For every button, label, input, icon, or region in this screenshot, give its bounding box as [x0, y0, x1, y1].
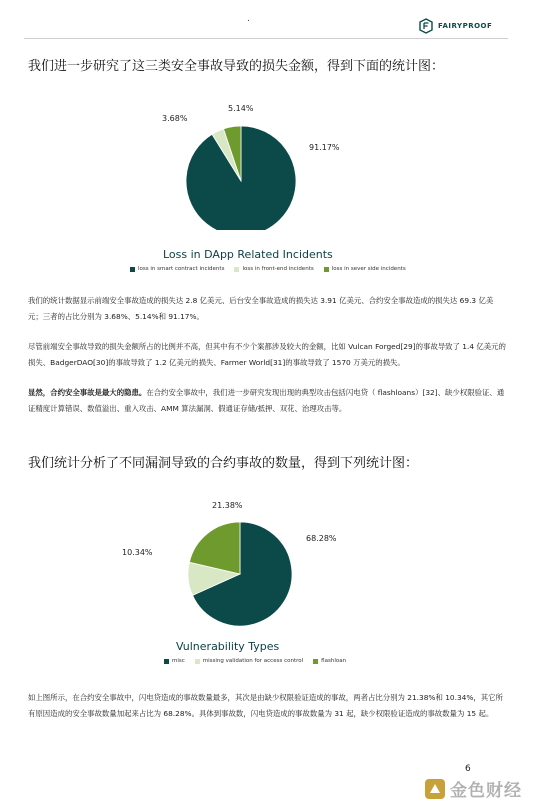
header-dot: . — [247, 14, 250, 24]
legend-item-missing-validation — [195, 658, 303, 664]
legend-label: loss in sever side incidents — [331, 266, 406, 272]
legend-label: missing validation for access control — [202, 658, 304, 664]
paragraph-emphasis: 显然，合约安全事故是最大的隐患。 — [28, 388, 147, 397]
brand-logo — [418, 18, 492, 34]
paragraph-body: 在合约安全事故中，我们进一步研究发现出现的典型攻击包括闪电贷（ flashloans）[32]、缺少权限验证、通证精度计算错误、数值溢出、重入攻击、AMM 算法漏洞、假通证存储/抵押、双花、治理攻击等。 — [28, 388, 505, 413]
chart1-title: Loss in DApp Related Incidents — [163, 248, 333, 261]
paragraph-frontend-cases: 尽管前端安全事故导致的损失金额所占的比例并不高，但其中有不少个案都涉及较大的金额，比如 Vulcan Forged[29]的事故导致了 1.4 亿美元的损失、BadgerDAO[30]的事故导致了 1.2 亿美元的损失、Farmer World[31]的事故导致了 1570 万美元的损失。 — [28, 342, 506, 367]
vulnerability-pie-chart — [118, 495, 418, 675]
section-heading-loss: 我们进一步研究了这三类安全事故导致的损失金额，得到下面的统计图： — [28, 59, 445, 74]
vulnerability-pie-svg — [118, 495, 418, 630]
watermark — [424, 776, 522, 801]
fairyproof-logo-icon — [418, 18, 434, 34]
pie2-label-flashloan: 21.38% — [212, 501, 243, 510]
header-divider — [24, 38, 508, 39]
pie2-label-misc: 68.28% — [306, 534, 337, 543]
legend-label: misc — [172, 658, 185, 664]
legend-item-contract — [130, 266, 224, 272]
legend-item-sever — [324, 266, 406, 272]
legend-label: loss in front-end incidents — [242, 266, 314, 272]
pie2-label-missing-validation: 10.34% — [122, 548, 153, 557]
loss-pie-chart — [118, 95, 418, 280]
pie1-label-frontend: 3.68% — [162, 114, 188, 123]
legend-swatch — [164, 659, 169, 664]
legend-item-misc — [164, 658, 185, 664]
chart1-legend — [130, 266, 406, 272]
legend-swatch — [195, 659, 200, 664]
watermark-text: 金色财经 — [450, 781, 522, 801]
brand-name: FAIRYPROOF — [438, 22, 493, 30]
pie1-label-sever: 5.14% — [228, 104, 254, 113]
paragraph-contract-risk — [28, 385, 508, 417]
legend-item-frontend — [234, 266, 313, 272]
legend-swatch — [324, 267, 329, 272]
page-number: 6 — [465, 764, 471, 774]
paragraph-vulnerability-stats: 如上图所示，在合约安全事故中，闪电贷造成的事故数量最多，其次是由缺少权限验证造成的事故，两者占比分别为 21.38%和 10.34%，其它所有原因造成的安全事故数量加起来占比为 68.28%。具体到事故数，闪电贷造成的事故数量为 31 起，缺少权限验证造成的事故数量为 15 起。 — [28, 693, 503, 718]
legend-swatch — [313, 659, 318, 664]
legend-swatch — [130, 267, 135, 272]
chart2-title: Vulnerability Types — [176, 640, 280, 653]
legend-label: flashloan — [321, 658, 347, 664]
chart2-legend — [164, 658, 346, 664]
paragraph-loss-stats: 我们的统计数据显示前端安全事故造成的损失达 2.8 亿美元、后台安全事故造成的损失达 3.91 亿美元、合约安全事故造成的损失达 69.3 亿美元；三者的占比分别为 3.68%、5.14%和 91.17%。 — [28, 296, 494, 321]
legend-item-flashloan — [313, 658, 346, 664]
legend-label: loss in smart contract incidents — [138, 266, 225, 272]
section-heading-vulnerability: 我们统计分析了不同漏洞导致的合约事故的数量，得到下列统计图： — [28, 456, 419, 471]
watermark-logo-icon — [424, 778, 446, 800]
pie1-label-contract: 91.17% — [309, 143, 340, 152]
legend-swatch — [234, 267, 239, 272]
